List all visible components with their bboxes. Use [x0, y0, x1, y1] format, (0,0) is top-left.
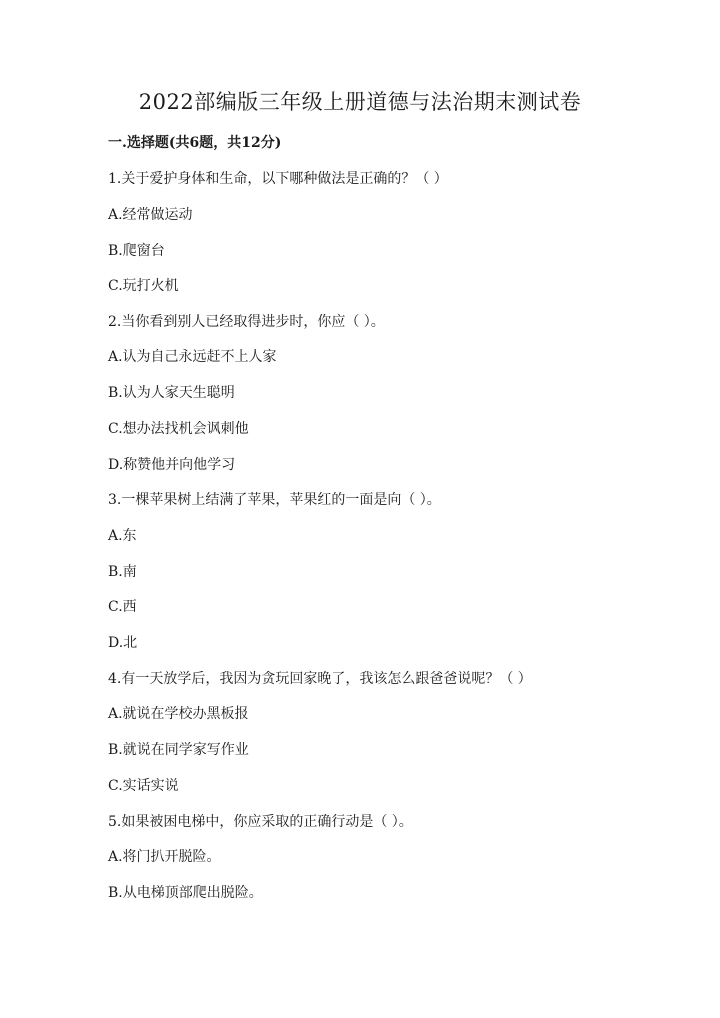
question-2-stem: 2.当你看到别人已经取得进步时，你应（ ）。 — [108, 314, 385, 330]
question-1-option-a: A.经常做运动 — [108, 207, 193, 223]
question-4-stem: 4.有一天放学后，我因为贪玩回家晚了，我该怎么跟爸爸说呢？（ ） — [108, 671, 532, 687]
question-5-option-b: B.从电梯顶部爬出脱险。 — [108, 885, 263, 901]
question-4-option-c: C.实话实说 — [108, 778, 179, 794]
question-1-stem: 1.关于爱护身体和生命，以下哪种做法是正确的？（ ） — [108, 171, 448, 187]
question-3-option-a: A.东 — [108, 528, 137, 544]
question-2-option-b: B.认为人家天生聪明 — [108, 385, 235, 401]
question-2-option-c: C.想办法找机会讽刺他 — [108, 421, 249, 437]
question-4-option-a: A.就说在学校办黑板报 — [108, 706, 249, 722]
question-2-option-d: D.称赞他并向他学习 — [108, 457, 236, 473]
question-3-stem: 3.一棵苹果树上结满了苹果，苹果红的一面是向（ ）。 — [108, 492, 441, 508]
question-2-option-a: A.认为自己永远赶不上人家 — [108, 349, 277, 365]
question-1-option-b: B.爬窗台 — [108, 243, 165, 259]
question-1-option-c: C.玩打火机 — [108, 278, 179, 294]
section-heading: 一.选择题(共6题，共12分) — [108, 135, 282, 151]
question-5-option-a: A.将门扒开脱险。 — [108, 849, 221, 865]
question-3-option-d: D.北 — [108, 635, 138, 651]
question-5-stem: 5.如果被困电梯中，你应采取的正确行动是（ ）。 — [108, 814, 413, 830]
document-title: 2022部编版三年级上册道德与法治期末测试卷 — [138, 90, 582, 114]
question-4-option-b: B.就说在同学家写作业 — [108, 742, 249, 758]
question-3-option-c: C.西 — [108, 599, 137, 615]
question-3-option-b: B.南 — [108, 564, 137, 580]
